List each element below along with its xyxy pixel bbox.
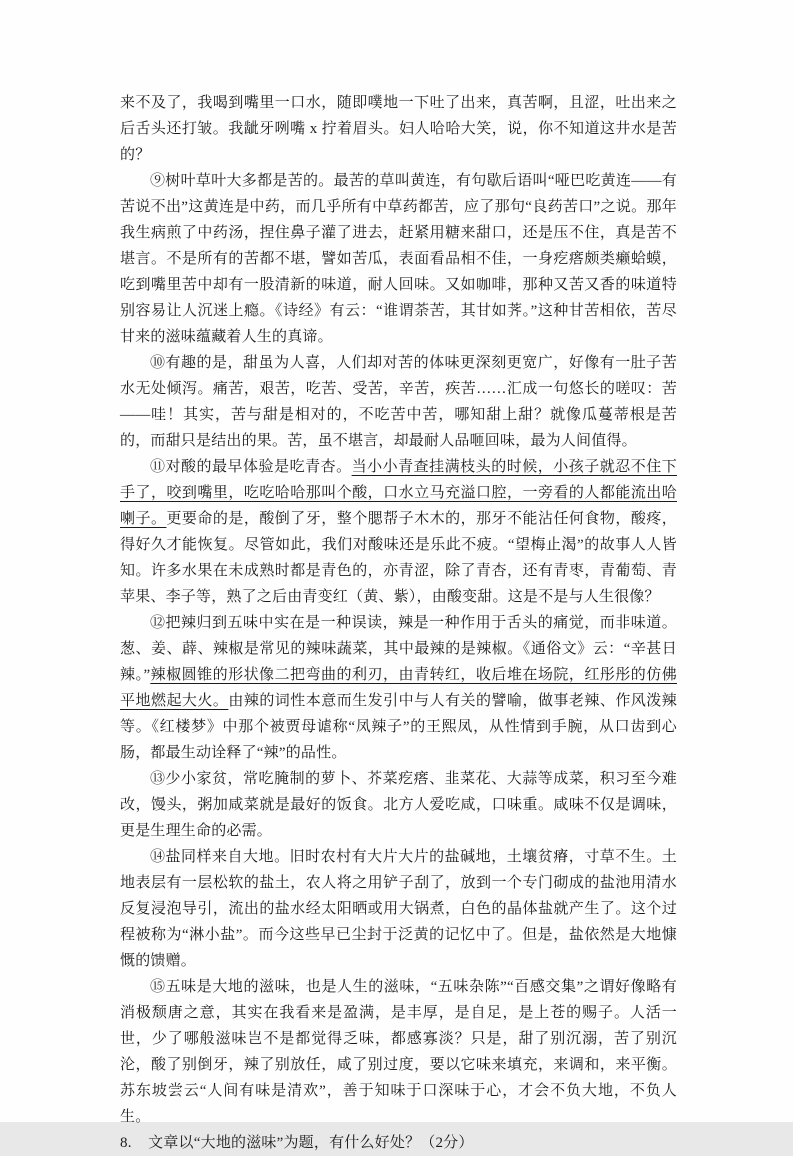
paragraph-10 bbox=[120, 350, 677, 454]
passage-segment: 由辣的词性本意而生发引中与人有关的譬喻，做事老辣、作风泼辣等。《红楼梦》中那个被贾母谑称“凤辣子”的王熙凤，从性情到手腕，从口齿到心肠，都最生动诠释了“辣”的品性。 bbox=[120, 693, 677, 761]
paragraph-14 bbox=[120, 844, 677, 974]
passage-segment: ⑫把辣归到五味中实在是一种误读，辣是一种作用于舌头的痛觉，而非味道。葱、姜、薜、辣椒是常见的辣味蔬菜，其中最辣的是辣椒。《通俗文》云：“辛甚日辣。” bbox=[120, 615, 677, 683]
paragraph-11 bbox=[120, 454, 677, 610]
passage-segment: 更要命的是，酸倒了牙，整个腮帮子木木的，那牙不能沾任何食物，酸疼，得好久才能恢复。尽管如此，我们对酸味还是乐此不疲。“望梅止渴”的故事人人皆知。许多水果在未成熟时都是青色的，亦青涩，除了青杏，还有青枣，青葡萄、青苹果、李子等，熟了之后由青变红（黄、紫），由酸变甜。这是不是与人生很像？ bbox=[120, 511, 677, 605]
passage-segment: ⑩有趣的是，甜虽为人喜，人们却对苦的体味更深刻更宽广，好像有一肚子苦水无处倾泻。痛苦，艰苦，吃苦、受苦，辛苦，疾苦……汇成一句悠长的嗟叹：苦——哇！其实，苦与甜是相对的，不吃苦中苦，哪知甜上甜？就像瓜蔓蒂根是苦的，而甜只是结出的果。苦，虽不堪言，却最耐人品咂回味，最为人间值得。 bbox=[120, 355, 677, 449]
question-number: 8. bbox=[120, 1135, 132, 1151]
passage-segment: ⑮五味是大地的滋味，也是人生的滋味，“五味杂陈”“百感交集”之谓好像略有消极颓唐之意，其实在我看来是盈满，是丰厚，是自足，是上苍的赐子。人活一世，少了哪般滋味岂不是都觉得乏味，都感寡淡？只是，甜了别沉溺，苦了别沉沦，酸了别倒牙，辣了别放任，咸了别过度，要以它味来填充，来调和，来平衡。苏东坡尝云“人间有味是清欢”，善于知味于口深味于心，才会不负大地，不负人生。 bbox=[120, 979, 677, 1125]
passage-segment: 来不及了，我喝到嘴里一口水，随即噗地一下吐了出来，真苦啊，且涩，吐出来之后舌头还打皱。我龇牙咧嘴 x 拧着眉头。妇人哈哈大笑，说，你不知道这井水是苦的？ bbox=[120, 95, 677, 163]
paragraph-9 bbox=[120, 168, 677, 350]
question-text: 文章以“大地的滋味”为题，有什么好处？（2分） bbox=[148, 1135, 474, 1151]
paragraph-intro-continuation bbox=[120, 90, 677, 168]
underlined-passage-segment: 当小小青查挂满枝头的时候，小孩子就忍不住下手了，咬到嘴里，吃吃哈哈那叫个酸，口水立马充溢口腔，一旁看的人都能流出哈喇子。 bbox=[120, 459, 678, 527]
passage-segment: ⑬少小家贫，常吃腌制的萝卜、芥菜疙瘩、韭菜花、大蒜等成菜，积习至今难改，馒头，粥加咸菜就是最好的饭食。北方人爱吃咸，口味重。咸味不仅是调味，更是生理生命的必需。 bbox=[120, 771, 677, 839]
passage-segment: ⑪对酸的最早体验是吃青杏。 bbox=[150, 459, 352, 475]
passage-segment: ⑨树叶草叶大多都是苦的。最苦的草叫黄连，有句歇后语叫“哑巴吃黄连——有苦说不出”这黄连是中药，而几乎所有中草药都苦，应了那句“良药苦口”之说。那年我生病煎了中药汤，捏住鼻子灌了进去，赶紧用糖来甜口，还是压不住，真是苦不堪言。不是所有的苦都不堪，譬如苦瓜，表面看品相不佳，一身疙瘩颇类癞蛤蟆，吃到嘴里苦中却有一股清新的味道，耐人回味。又如咖啡，那种又苦又香的味道特别容易让人沉迷上瘾。《诗经》有云：“谁谓荼苦，其甘如荠。”这种甘苦相依，苦尽甘来的滋味蕴藏着人生的真谛。 bbox=[120, 173, 677, 345]
paragraph-15 bbox=[120, 974, 677, 1130]
paragraph-13 bbox=[120, 766, 677, 844]
underlined-passage-segment: 辣椒圆锥的形状像二把弯曲的利刃，由青转红，收后堆在场院，红彤彤的仿佛平地燃起大火。 bbox=[120, 667, 677, 709]
passage-segment: ⑭盐同样来自大地。旧时农村有大片大片的盐碱地，土壤贫瘠，寸草不生。土地表层有一层松软的盐土，农人将之用铲子刮了，放到一个专门砌成的盐池用清水反复浸泡导引，流出的盐水经太阳晒或用大锅煮，白色的晶体盐就产生了。这个过程被称为“淋小盐”。而今这些早已尘封于泛黄的记忆中了。但是，盐依然是大地慷慨的馈赠。 bbox=[120, 849, 677, 969]
question-8 bbox=[120, 1130, 677, 1156]
paragraph-12 bbox=[120, 610, 677, 766]
document-body bbox=[120, 90, 677, 1156]
